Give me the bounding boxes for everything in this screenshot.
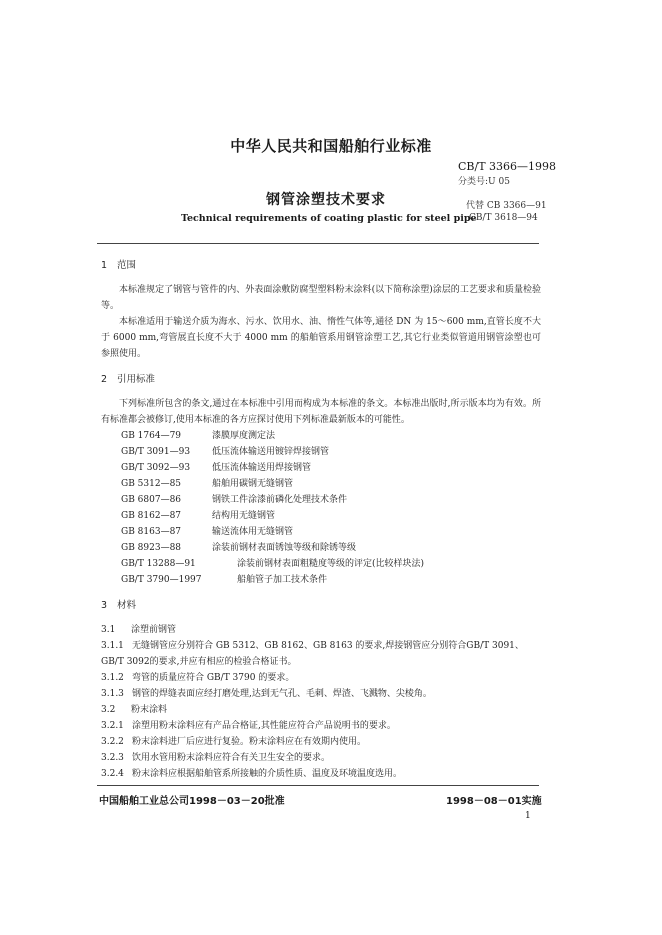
- clause-text: 弯管的质量应符合 GB/T 3790 的要求。: [132, 673, 295, 683]
- clause-text: 涂塑用粉末涂料应有产品合格证,其性能应符合产品说明书的要求。: [132, 721, 396, 731]
- reference-item: [101, 572, 541, 588]
- scope-paragraph-1: 本标准规定了钢管与管件的内、外表面涂敷防腐型塑料粉末涂料(以下简称涂塑)涂层的工艺要求和质量检验等。: [101, 285, 541, 311]
- reference-code: GB 1764—79: [121, 431, 182, 441]
- header-divider: [97, 243, 539, 244]
- reference-name: 结构用无缝钢管: [212, 511, 276, 521]
- clause-number: 3.2.2: [101, 737, 124, 747]
- reference-code: GB 8923—88: [121, 543, 182, 553]
- section-number: 2: [101, 374, 108, 385]
- reference-name: 涂装前钢材表面锈蚀等级和除锈等级: [212, 543, 357, 553]
- section-number: 1: [101, 260, 108, 271]
- subsection-title: 涂塑前钢管: [131, 625, 177, 635]
- reference-item: [101, 476, 541, 492]
- reference-name: 涂装前钢材表面粗糙度等级的评定(比较样块法): [237, 559, 425, 569]
- clause-item: [101, 734, 541, 750]
- clause-text: 粉末涂料应根据船舶管系所接触的介质性质、温度及环境温度选用。: [132, 769, 403, 779]
- section-number: 3: [101, 600, 108, 611]
- references-intro: 下列标准所包含的条文,通过在本标准中引用而构成为本标准的条文。本标准出版时,所示版本均为有效。所有标准都会被修订,使用本标准的各方应探讨使用下列标准最新版本的可能性。: [101, 399, 541, 425]
- reference-name: 低压流体输送用焊接钢管: [212, 463, 312, 473]
- subsection-heading-steel-pipe: [101, 622, 541, 638]
- reference-code: GB 8162—87: [121, 511, 182, 521]
- industry-standard-heading: 中华人民共和国船舶行业标准: [230, 137, 432, 155]
- clause-text: 粉末涂料进厂后应进行复验。粉末涂料应在有效期内使用。: [132, 737, 367, 747]
- reference-list: [101, 428, 541, 588]
- classification-number: 分类号:U 05: [458, 177, 510, 187]
- subsection-number: 3.2: [101, 705, 116, 715]
- clause-item: [101, 718, 541, 734]
- reference-item: [101, 556, 541, 572]
- approval-date: 中国船舶工业总公司1998－03－20批准: [99, 796, 285, 807]
- reference-name: 输送流体用无缝钢管: [212, 527, 294, 537]
- clause-text: 饮用水管用粉末涂料应符合有关卫生安全的要求。: [132, 753, 331, 763]
- clause-number: 3.1.2: [101, 673, 124, 683]
- clause-number: 3.2.4: [101, 769, 124, 779]
- reference-item: [101, 460, 541, 476]
- reference-name: 钢铁工件涂漆前磷化处理技术条件: [212, 495, 348, 505]
- replaces-line-2: CB/T 3618—94: [469, 213, 538, 223]
- document-title-cn: 钢管涂塑技术要求: [266, 192, 386, 208]
- clause-number: 3.2.3: [101, 753, 124, 763]
- subsection-number: 3.1: [101, 625, 116, 635]
- scope-paragraph-2: 本标准适用于输送介质为海水、污水、饮用水、油、惰性气体等,通径 DN 为 15～600 mm,直管长度不大于 6000 mm,弯管展直长度不大于 4000 mm 的船舶管系用钢管涂塑工艺,其它行业类似管道用钢管涂塑也可参照使用。: [101, 317, 541, 359]
- clause-item: [101, 670, 541, 686]
- clause-item: [101, 766, 541, 782]
- clause-item: [101, 686, 541, 702]
- subsection-title: 粉末涂料: [131, 705, 168, 715]
- clause-text: 钢管的焊缝表面应经打磨处理,达到无气孔、毛刺、焊渣、飞溅物、尖棱角。: [132, 689, 432, 699]
- standard-code: CB/T 3366—1998: [458, 160, 557, 173]
- section-heading-scope: [101, 258, 541, 274]
- reference-code: GB/T 13288—91: [121, 559, 196, 569]
- clause-item: [101, 638, 541, 670]
- reference-item: [101, 492, 541, 508]
- implementation-date: 1998－08－01实施: [446, 796, 542, 807]
- reference-item: [101, 444, 541, 460]
- footer-divider: [97, 785, 539, 786]
- reference-code: GB 5312—85: [121, 479, 182, 489]
- section-heading-references: [101, 372, 541, 388]
- page-number: 1: [525, 811, 531, 821]
- document-body: [101, 258, 541, 782]
- replaces-standards: [466, 200, 547, 224]
- reference-code: GB 8163—87: [121, 527, 182, 537]
- reference-code: GB/T 3091—93: [121, 447, 191, 457]
- section-title: 引用标准: [117, 374, 156, 385]
- reference-item: [101, 540, 541, 556]
- clause-text: 无缝钢管应分别符合 GB 5312、GB 8162、GB 8163 的要求,焊接钢管应分别符合GB/T 3091、GB/T 3092的要求,并应有相应的检验合格证书。: [101, 641, 524, 667]
- reference-name: 船舶用碳钢无缝钢管: [212, 479, 294, 489]
- clause-number: 3.2.1: [101, 721, 124, 731]
- clause-item: [101, 750, 541, 766]
- reference-name: 低压流体输送用镀锌焊接钢管: [212, 447, 330, 457]
- section-heading-materials: [101, 598, 541, 614]
- section-title: 范围: [117, 260, 137, 271]
- reference-item: [101, 428, 541, 444]
- section-title: 材料: [117, 600, 137, 611]
- reference-code: GB/T 3790—1997: [121, 575, 202, 585]
- subsection-heading-powder-coating: [101, 702, 541, 718]
- document-title-en: Technical requirements of coating plastic for steel pipe: [181, 213, 477, 224]
- clause-number: 3.1.3: [101, 689, 124, 699]
- reference-name: 漆膜厚度测定法: [212, 431, 276, 441]
- reference-code: GB/T 3092—93: [121, 463, 191, 473]
- reference-name: 船舶管子加工技术条件: [237, 575, 328, 585]
- reference-item: [101, 508, 541, 524]
- reference-item: [101, 524, 541, 540]
- replaces-line-1: 代替 CB 3366—91: [466, 201, 547, 211]
- reference-code: GB 6807—86: [121, 495, 182, 505]
- clause-number: 3.1.1: [101, 641, 124, 651]
